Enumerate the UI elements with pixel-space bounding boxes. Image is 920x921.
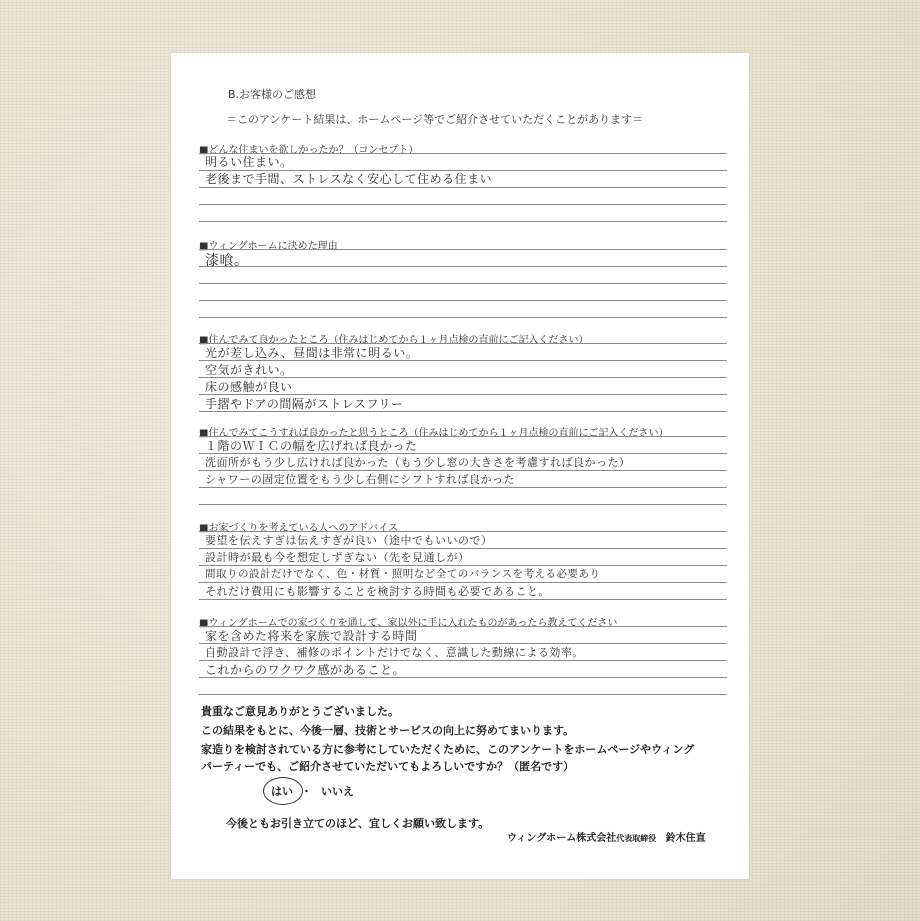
answer-good-4: 手摺やドアの間隔がストレスフリー (205, 397, 404, 411)
section-b-title: B.お客様のご感想 (228, 88, 317, 101)
answer-improve-3: シャワーの固定位置をもう少し右側にシフトすれば良かった (205, 473, 515, 486)
section-title-concept: ■どんな住まいを欲しかったか？（コンセプト） (199, 145, 419, 156)
choice-separator: ・ (301, 785, 312, 798)
answer-advice-1: 要望を伝えすぎは伝えすぎが良い（途中でもいいので） (205, 534, 493, 547)
section-title-gained: ■ウィングホームでの家づくりを通して、家以外に手に入れたものがあったら教えてください (199, 618, 618, 629)
section-title-good-points: ■住んでみて良かったところ（住みはじめてから１ヶ月点検の直前にご記入ください） (199, 335, 589, 346)
answer-gained-2: 自動設計で浮き、補修のポイントだけでなく、意識した動線による効率。 (205, 646, 584, 659)
company-name: ウィングホーム株式会社 (507, 833, 617, 844)
survey-paper (171, 53, 749, 879)
closing-commitment: この結果をもとに、今後一層、技術とサービスの向上に努めてまいります。 (201, 724, 575, 737)
answer-advice-2: 設計時が最も今を想定しずぎない（先を見通しが） (205, 551, 470, 564)
answer-reason-1: 漆喰。 (205, 253, 249, 269)
closing-permission-question-2: パーティーでも、ご紹介させていただいてもよろしいですか？（匿名です） (201, 760, 575, 773)
answer-advice-3: 間取りの設計だけでなく、色・材質・照明など全てのバランスを考える必要あり (205, 568, 601, 580)
closing-thanks: 貴重なご意見ありがとうございました。 (201, 705, 399, 718)
company-role: 代表取締役 (616, 834, 657, 843)
answer-improve-1: １階のＷＩＣの幅を広げれば良かった (205, 439, 418, 453)
closing-final-greeting: 今後ともお引き立てのほど、宜しくお願い致します。 (226, 817, 490, 830)
answer-concept-2: 老後まで手間、ストレスなく安心して住める住まい (205, 172, 493, 186)
answer-good-2: 空気がきれい。 (205, 363, 293, 377)
answer-good-3: 床の感触が良い (205, 380, 293, 394)
section-title-advice: ■お家づくりを考えている人へのアドバイス (199, 523, 399, 534)
answer-concept-1: 明るい住まい。 (205, 155, 293, 169)
answer-good-1: 光が差し込み、昼間は非常に明るい。 (205, 346, 419, 360)
answer-gained-1: 家を含めた将来を家族で設計する時間 (205, 629, 418, 643)
answer-gained-3: これからのワクワク感があること。 (205, 663, 406, 677)
closing-permission-question-1: 家造りを検討されている方に参考にしていただくために、このアンケートをホームページやウィング (201, 743, 695, 756)
answer-yes: はい (271, 785, 293, 798)
signature-company (507, 829, 706, 844)
section-title-reason: ■ウィングホームに決めた理由 (199, 241, 338, 252)
publication-notice: ＝このアンケート結果は、ホームページ等でご紹介させていただくことがあります＝ (226, 113, 644, 126)
answer-advice-4: それだけ費用にも影響することを検討する時間も必要であること。 (205, 585, 550, 598)
section-title-improvements: ■住んでみてこうすれば良かったと思うところ（住みはじめてから１ヶ月点検の直前にご記入ください） (199, 428, 669, 439)
answer-no: いいえ (321, 785, 354, 798)
representative-name: 鈴木住直 (665, 833, 706, 844)
answer-improve-2: 洗面所がもう少し広ければ良かった（もう少し窓の大きさを考慮すれば良かった） (205, 456, 631, 469)
